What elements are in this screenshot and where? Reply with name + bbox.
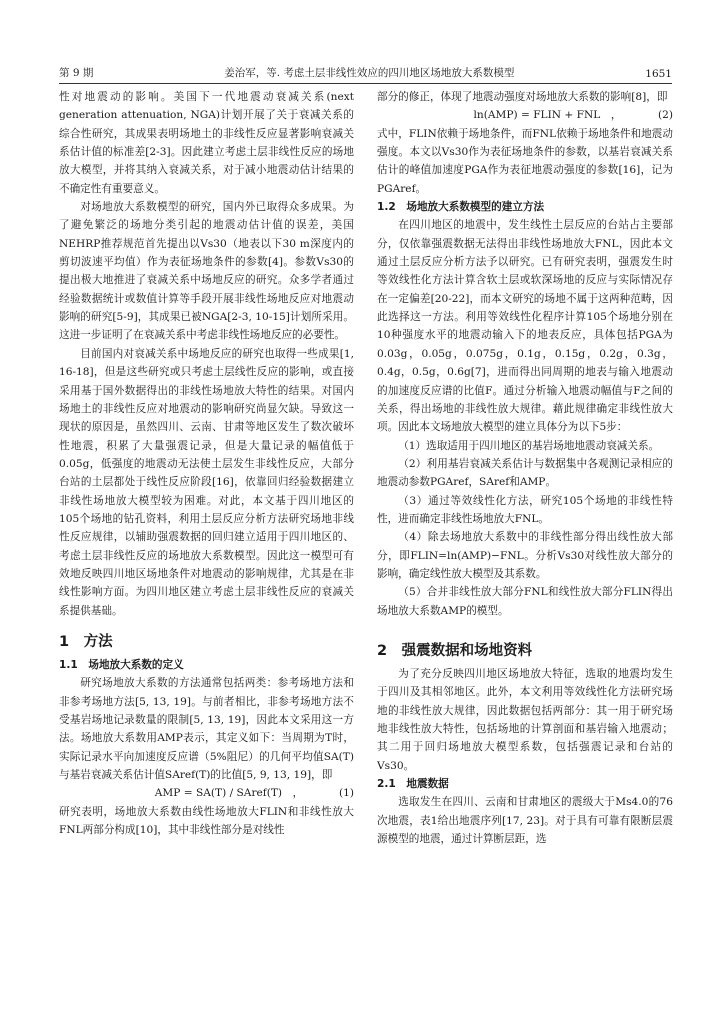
equation-number: (2) [657, 109, 673, 122]
step-2: （2）利用基岩衰减关系估计与数据集中各观测记录相应的地震动参数PGAref，SAref和AMP。 [377, 457, 673, 489]
paragraph: 为了充分反映四川地区场地放大特征，选取的地震均发生于四川及其相邻地区。此外，本文利用等效线性化方法研究场地的非线性放大规律，因此数据包括两部分：其一用于研究场地非线性放大特性，包括场地的计算剖面和基岩输入地震动；其二用于回归场地放大模型系数，包括强震记录和台站的Vs30。 [377, 667, 673, 772]
paragraph: 式中，FLIN依赖于场地条件，而FNL依赖于场地条件和地震动强度。本文以Vs30作为表征场地条件的参数，以基岩衰减关系估计的峰值加速度PGA作为表征地震动强度的参数[16]，记为PGAref。 [377, 127, 673, 195]
equation-2 [377, 106, 673, 124]
step-5: （5）合并非线性放大部分FNL和线性放大部分FLIN得出场地放大系数AMP的模型。 [377, 586, 673, 617]
issue-number: 第 9 期 [59, 67, 94, 79]
paragraph: 选取发生在四川、云南和甘肃地区的震级大于Ms4.0的76次地震，表1给出地震序列[17, 23]。对于具有可靠有限断层震源模型的地震，通过计算断层距，选 [377, 796, 673, 846]
step-1: （1）选取适用于四川地区的基岩场地地震动衰减关系。 [398, 439, 660, 452]
equation-1 [59, 784, 354, 802]
subsection-heading-1-1: 1.1 场地放大系数的定义 [59, 658, 184, 671]
page-number: 1651 [645, 68, 672, 80]
paragraph: 部分的修正，体现了地震动强度对场地放大系数的影响[8]，即 [377, 91, 668, 103]
step-4: （4）除去场地放大系数中的非线性部分得出线性放大部分，即FLIN=ln(AMP)−FNL。分析Vs30对线性放大部分的影响，确定线性放大模型及其系数。 [377, 531, 673, 580]
left-column [59, 88, 354, 839]
paragraph: 性对地震动的影响。美国下一代地震动衰减关系(next generation attenuation, NGA)计划开展了关于衰减关系的综合性研究，其成果表明场地土的非线性反应显著影响衰减关系估计值的标准差[2-3]。因此建立考虑土层非线性反应的场地放大模型，并将其纳入衰减关系，对于减小地震动估计结果的不确定性有重要意义。 [59, 91, 354, 195]
subsection-heading-1-2: 1.2 场地放大系数模型的建立方法 [377, 201, 545, 214]
right-column [377, 88, 673, 848]
subsection-heading-2-1: 2.1 地震数据 [377, 778, 449, 791]
equation-expression: AMP = SA(T) / SAref(T) ， [154, 787, 304, 800]
paragraph: 研究场地放大系数的方法通常包括两类：参考场地方法和非参考场地方法[5, 13, 19]。与前者相比，非参考场地方法不受基岩场地记录数量的限制[5, 13, 19]，因此本文采用这一方法。场地放大系数用AMP表示，其定义如下：当周期为T时，实际记录水平向加速度反应谱（5%阻尼）的几何平均值SA(T)与基岩衰减关系估计值SAref(T)的比值[5, 9, 13, 19]，即 [59, 677, 354, 782]
step-3: （3）通过等效线性化方法，研究105个场地的非线性特性，进而确定非线性场地放大FNL。 [377, 494, 673, 525]
running-header [59, 60, 672, 84]
equation-expression: ln(AMP) = FLIN + FNL ， [473, 109, 622, 122]
paragraph: 在四川地区的地震中，发生线性土层反应的台站占主要部分，仅依靠强震数据无法得出非线性场地放大FNL，因此本文通过土层反应分析方法予以研究。已有研究表明，强震发生时等效线性化方法计算含软土层或软深场地的反应与实际情况存在一定偏差[20-22]，而本文研究的场地不属于这两种范畴，因此选择这一方法。利用等效线性化程序计算105个场地分别在10种强度水平的地震动输入下的地表反应，具体包括PGA为0.03g，0.05g，0.075g，0.1g，0.15g，0.2g，0.3g，0.4g，0.5g，0.6g[7]，进而得出同周期的地表与输入地震动的加速度反应谱的比值F。通过分析输入地震动幅值与F之间的关系，得出场地的非线性放大规律。藉此规律确定非线性放大项。因此本文场地放大模型的建立具体分为以下5步： [377, 219, 673, 434]
running-title: 姜治军，等. 考虑土层非线性效应的四川地区场地放大系数模型 [224, 67, 515, 79]
section-heading-1: 1 方法 [59, 633, 113, 650]
equation-number: (1) [338, 787, 354, 800]
paragraph: 研究表明，场地放大系数由线性场地放大FLIN和非线性放大FNL两部分构成[10]，其中非线性部分是对线性 [59, 805, 354, 837]
paragraph: 对场地放大系数模型的研究，国内外已取得众多成果。为了避免繁泛的场地分类引起的地震动估计值的误差，美国NEHRP推荐规范首先提出以Vs30（地表以下30 m深度内的剪切波速平均值）作为表征场地条件的参数[4]。参数Vs30的提出极大地推进了衰减关系中场地反应的研究。众多学者通过经验数据统计或数值计算等手段开展非线性场地反应对地震动影响的研究[5-9]，其成果已被NGA[2-3, 10-15]计划所采用。这进一步证明了在衰减关系中考虑非线性场地反应的必要性。 [59, 201, 354, 342]
section-heading-2: 2 强震数据和场地资料 [377, 642, 533, 659]
paragraph: 目前国内对衰减关系中场地反应的研究也取得一些成果[1, 16-18]，但是这些研究或只考虑土层线性反应的影响，或直接采用基于国外数据得出的非线性场地放大特性的结果。对国内场地土的非线性反应对地震动的影响研究尚显欠缺。导致这一现状的原因是，虽然四川、云南、甘肃等地区发生了数次破坏性地震，积累了大量强震记录，但是大量记录的幅值低于0.05g，低强度的地震动无法使土层发生非线性反应，大部分台站的土层都处于线性反应阶段[16]，依靠回归经验数据建立非线性场地放大模型较为困难。对此，本文基于四川地区的105个场地的钻孔资料，利用土层反应分析方法研究场地非线性反应规律，以辅助强震数据的回归建立适用于四川地区的、考虑土层非线性反应的场地放大系数模型。因此这一模型可有效地反映四川地区场地条件对地震动的影响规律，尤其是在非线性影响方面。为四川地区建立考虑土层非线性反应的衰减关系提供基础。 [59, 347, 354, 617]
